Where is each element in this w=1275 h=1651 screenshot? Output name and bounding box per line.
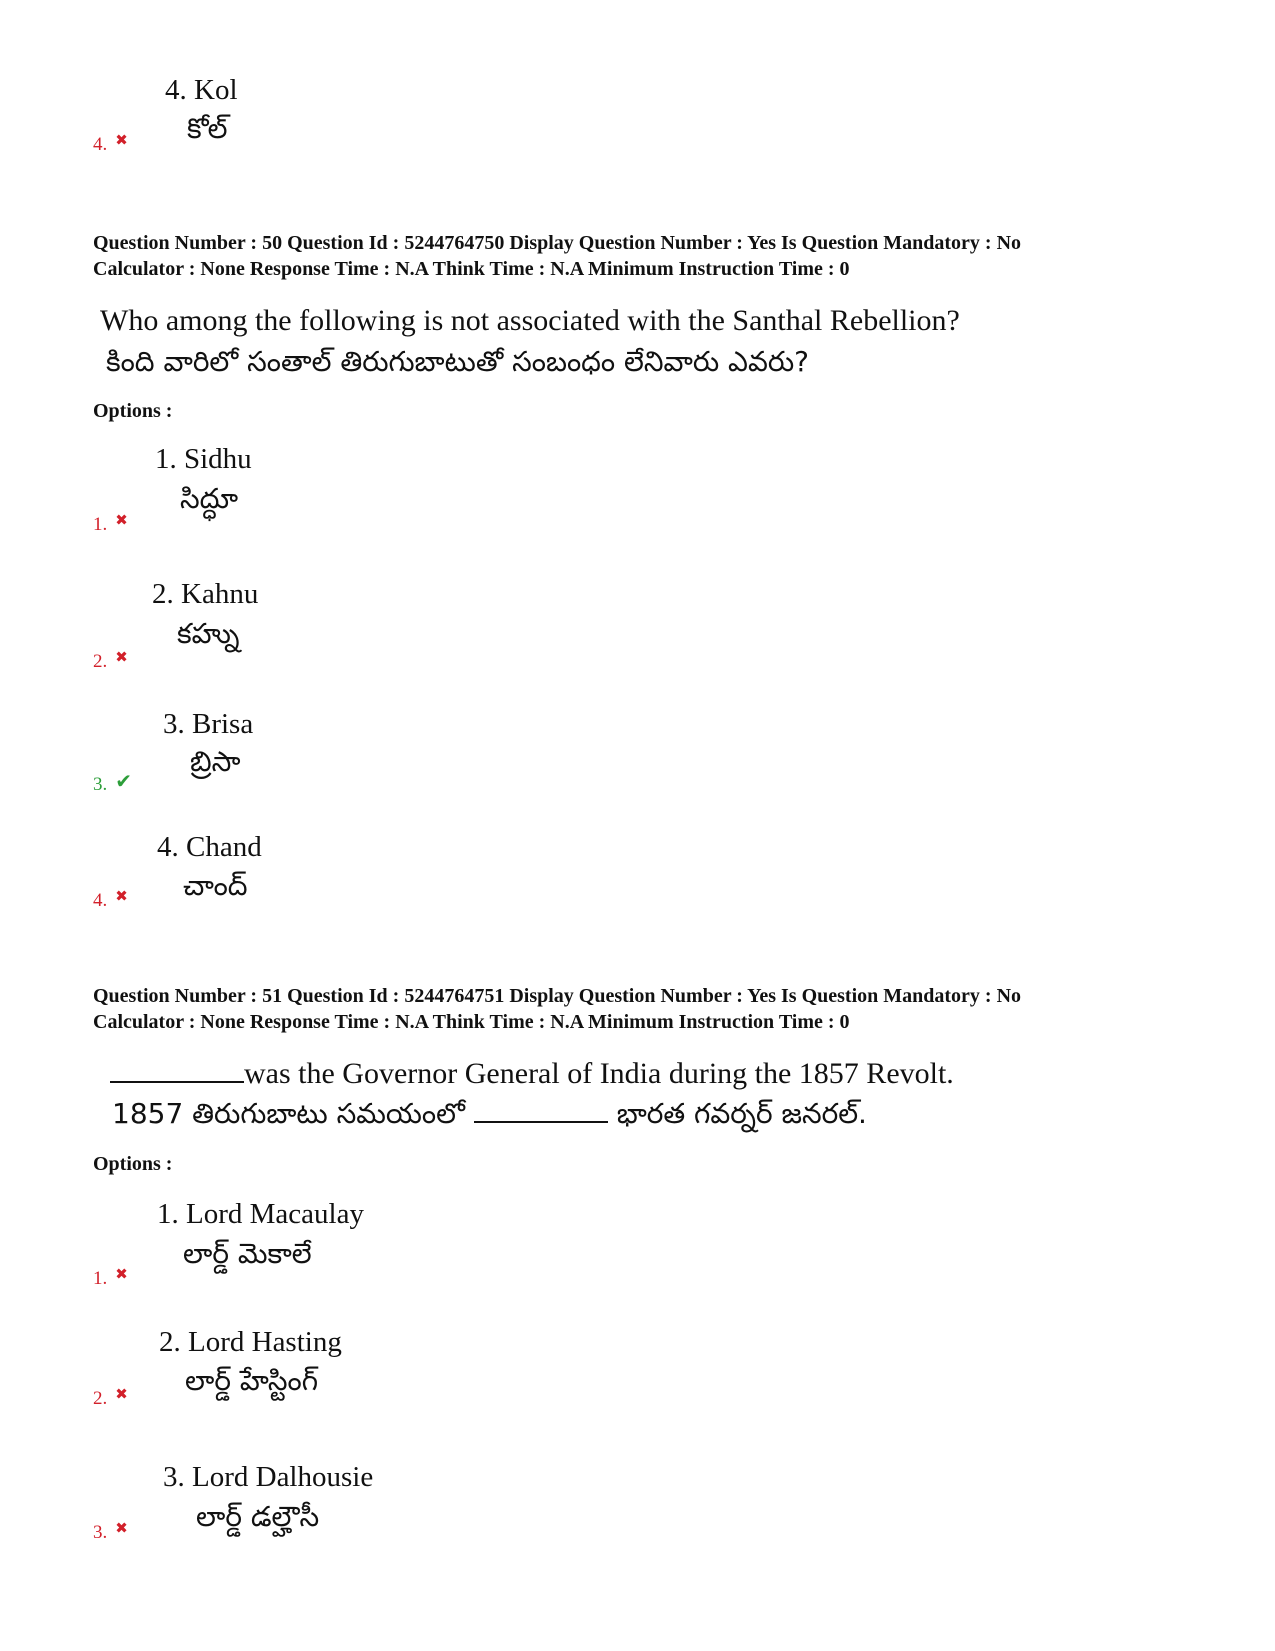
cross-icon: ✖ <box>115 131 128 149</box>
q51-option-1-marker: 1. ✖ <box>93 1265 128 1289</box>
q51-option-1-en: 1. Lord Macaulay <box>157 1198 364 1230</box>
q51-option-1-te: లార్డ్ మెకాలే <box>183 1237 312 1270</box>
q51-option-3-en: 3. Lord Dalhousie <box>163 1461 374 1493</box>
cross-icon: ✖ <box>115 511 128 529</box>
q50-option-3-marker: 3. ✔ <box>93 769 133 795</box>
q51-meta-line-2: Calculator : None Response Time : N.A Think Time : N.A Minimum Instruction Time : 0 <box>93 1011 850 1033</box>
cross-icon: ✖ <box>115 887 128 905</box>
q49-option-4-te: కోల్ <box>187 112 228 145</box>
q50-options-label: Options : <box>93 400 173 422</box>
q50-option-1-te: సిద్ధూ <box>180 482 239 515</box>
q50-option-1-en: 1. Sidhu <box>155 443 252 475</box>
q50-meta-line-2: Calculator : None Response Time : N.A Think Time : N.A Minimum Instruction Time : 0 <box>93 258 850 280</box>
q50-option-4-en: 4. Chand <box>157 831 262 863</box>
q51-options-label: Options : <box>93 1153 173 1175</box>
cross-icon: ✖ <box>115 1265 128 1283</box>
q50-option-3-en: 3. Brisa <box>163 708 254 740</box>
q50-option-3-te: బ్రిసా <box>190 745 241 778</box>
q50-question-en: Who among the following is not associated with the Santhal Rebellion? <box>100 304 960 337</box>
q50-option-2-marker: 2. ✖ <box>93 648 128 672</box>
q51-option-3-marker: 3. ✖ <box>93 1519 128 1543</box>
q51-option-2-te: లార్డ్ హేస్టింగ్ <box>185 1364 319 1397</box>
q49-option-4-en: 4. Kol <box>165 74 238 106</box>
q51-option-3-te: లార్డ్ డల్హౌసీ <box>196 1500 320 1533</box>
q51-question-te: 1857 తిరుగుబాటు సమయంలో భారత గవర్నర్ జనరల్. <box>112 1097 867 1130</box>
q51-meta-line-1: Question Number : 51 Question Id : 5244764751 Display Question Number : Yes Is Question Mandatory : No <box>93 985 1022 1007</box>
q50-meta-line-1: Question Number : 50 Question Id : 5244764750 Display Question Number : Yes Is Question Mandatory : No <box>93 232 1022 254</box>
answer-blank <box>110 1081 244 1083</box>
check-icon: ✔ <box>115 769 133 793</box>
q51-option-2-marker: 2. ✖ <box>93 1385 128 1409</box>
q51-option-2-en: 2. Lord Hasting <box>159 1326 342 1358</box>
cross-icon: ✖ <box>115 648 128 666</box>
cross-icon: ✖ <box>115 1519 128 1537</box>
q51-question-en: was the Governor General of India during the 1857 Revolt. <box>110 1057 954 1091</box>
q50-option-4-te: చాంద్ <box>183 869 248 902</box>
q50-option-2-te: కహ్ను <box>177 617 240 650</box>
q50-option-4-marker: 4. ✖ <box>93 887 128 911</box>
q50-option-2-en: 2. Kahnu <box>152 578 259 610</box>
q49-option-4-marker: 4. ✖ <box>93 131 128 155</box>
q50-option-1-marker: 1. ✖ <box>93 511 128 535</box>
answer-blank <box>474 1121 608 1123</box>
q50-question-te: కింది వారిలో సంతాల్ తిరుగుబాటుతో సంబంధం లేనివారు ఎవరు? <box>106 345 810 378</box>
cross-icon: ✖ <box>115 1385 128 1403</box>
